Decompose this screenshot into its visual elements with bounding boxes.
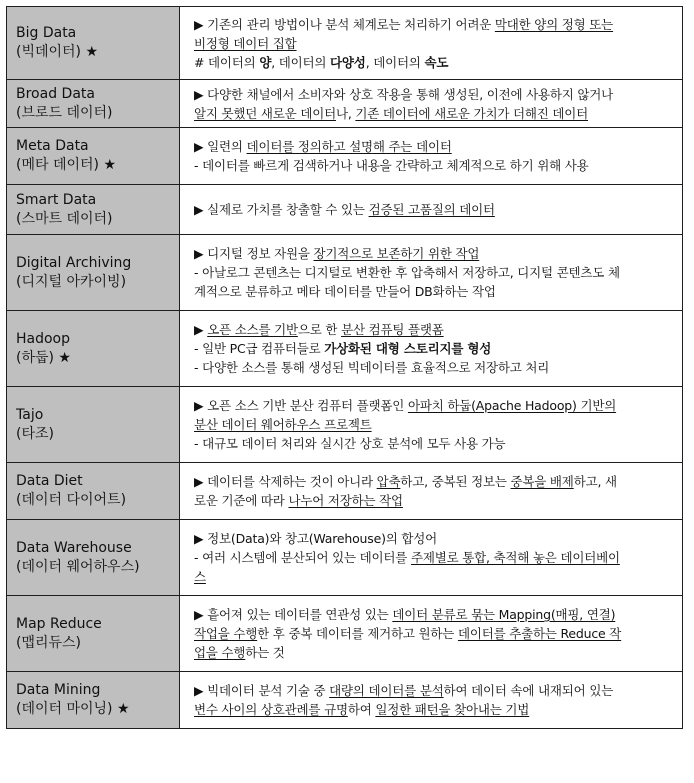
underlined-text: 막대한 양의 정형 또는 bbox=[494, 16, 614, 32]
definition-line bbox=[194, 624, 676, 643]
definition-line bbox=[194, 396, 676, 415]
text-segment: , 데이터의 bbox=[271, 54, 331, 70]
bold-text: 양 bbox=[259, 54, 272, 70]
underlined-text: 아파치 하둡(Apache Hadoop) 기반의 bbox=[407, 398, 617, 413]
term-name-en: Map Reduce bbox=[16, 615, 102, 632]
table-row bbox=[7, 672, 683, 729]
term-name-en: Data Mining bbox=[16, 682, 101, 698]
term-name-en: Digital Archiving bbox=[16, 254, 132, 271]
term-name-en: Meta Data bbox=[16, 138, 89, 154]
text-segment: ▶ 흩어져 있는 데이터를 연관성 있는 bbox=[194, 607, 393, 622]
definition-line bbox=[194, 34, 676, 53]
text-segment: 으로 한 bbox=[297, 322, 342, 337]
definition-cell bbox=[180, 235, 683, 311]
underlined-text: 대량의 데이터를 분석 bbox=[329, 683, 444, 698]
text-segment: 하고, 새 bbox=[573, 474, 617, 489]
term-cell bbox=[7, 128, 180, 185]
term-name-ko: (데이터 마이닝) ★ bbox=[16, 701, 130, 717]
underlined-text: 데이터를 추출하는 Reduce 작 bbox=[457, 626, 622, 641]
underlined-text: 변수 사이의 상호관례를 규명 bbox=[194, 702, 348, 717]
text-segment: - 대규모 데이터 처리와 실시간 상호 분석에 모두 사용 가능 bbox=[194, 436, 506, 451]
underlined-text: 중복을 배제 bbox=[510, 474, 574, 489]
text-segment: ▶ 일련의 bbox=[194, 139, 247, 154]
table-row bbox=[7, 235, 683, 311]
term-cell bbox=[7, 672, 180, 729]
term-cell bbox=[7, 387, 180, 463]
term-name-ko: (메타 데이터) ★ bbox=[16, 157, 116, 173]
definition-line bbox=[194, 567, 676, 586]
underlined-text: 알지 못했던 새로운 데이터 bbox=[194, 105, 336, 121]
underlined-text: 데이터를 정의하고 설명해 주는 데이터 bbox=[246, 139, 452, 154]
text-segment: 하여 bbox=[347, 702, 376, 717]
definition-line bbox=[194, 548, 676, 567]
term-name-ko: (디지털 아카이빙) bbox=[16, 273, 127, 290]
bold-text: 속도 bbox=[424, 54, 449, 70]
text-segment: - 데이터를 빠르게 검색하거나 내용을 간략하고 체계적으로 하기 위해 사용 bbox=[194, 158, 589, 173]
term-name-ko: (맵리듀스) bbox=[16, 634, 82, 651]
table-body bbox=[7, 7, 683, 729]
term-name-ko: (빅데이터) ★ bbox=[16, 44, 99, 60]
underlined-text: 업을 수행 bbox=[194, 645, 246, 660]
definition-line bbox=[194, 263, 676, 282]
underlined-text: 작업을 수행 bbox=[194, 626, 258, 641]
definition-line bbox=[194, 104, 676, 123]
text-segment: 로운 기준에 따라 bbox=[194, 493, 289, 508]
term-cell bbox=[7, 311, 180, 387]
text-segment: 하는 것 bbox=[245, 645, 285, 660]
term-name-en: Hadoop bbox=[16, 330, 71, 347]
text-segment: ▶ 기존의 관리 방법이나 분석 체계로는 처리하기 어려운 bbox=[194, 16, 495, 32]
definition-line bbox=[194, 137, 676, 156]
underlined-text: 오픈 소스를 기반 bbox=[207, 322, 298, 337]
text-segment: 한 후 중복 데이터를 제거하고 원하는 bbox=[257, 626, 458, 641]
term-cell bbox=[7, 235, 180, 311]
term-name-en: Data Warehouse bbox=[16, 539, 132, 556]
text-segment: ▶ 다양한 채널에서 소비자와 상호 작용을 통해 생성된, 이전에 사용하지 않거나 bbox=[194, 86, 614, 102]
underlined-text: 기존 데이터에 새로운 가치가 더해진 데이터 bbox=[355, 105, 588, 121]
bold-text: 가상화된 대형 스토리지를 형성 bbox=[324, 341, 492, 356]
underlined-text: 압축 bbox=[376, 474, 401, 489]
term-cell bbox=[7, 80, 180, 128]
text-segment: ▶ bbox=[194, 322, 208, 337]
definition-cell bbox=[180, 80, 683, 128]
definition-cell bbox=[180, 387, 683, 463]
underlined-text: 스 bbox=[194, 569, 206, 584]
definition-line bbox=[194, 339, 676, 358]
term-name-ko: (브로드 데이터) bbox=[16, 104, 113, 121]
definition-line bbox=[194, 244, 676, 263]
text-segment: 하여 데이터 속에 내재되어 있는 bbox=[443, 683, 614, 698]
table-row bbox=[7, 7, 683, 80]
definition-line bbox=[194, 53, 676, 72]
definition-cell bbox=[180, 672, 683, 729]
definition-cell bbox=[180, 520, 683, 596]
text-segment: ▶ 실제로 가치를 창출할 수 있는 bbox=[194, 202, 369, 217]
definition-line bbox=[194, 643, 676, 662]
table-row bbox=[7, 128, 683, 185]
definition-line bbox=[194, 529, 676, 548]
definition-line bbox=[194, 85, 676, 104]
term-name-en: Smart Data bbox=[16, 191, 97, 208]
definition-cell bbox=[180, 596, 683, 672]
text-segment: ▶ 디지털 정보 자원을 bbox=[194, 246, 314, 261]
table-row bbox=[7, 311, 683, 387]
text-segment: 계적으로 분류하고 메타 데이터를 만들어 DB화하는 작업 bbox=[194, 284, 496, 299]
definition-line bbox=[194, 282, 676, 301]
definition-line bbox=[194, 156, 676, 175]
definition-line bbox=[194, 491, 676, 510]
definition-cell bbox=[180, 463, 683, 520]
underlined-text: 일정한 패턴을 찾아내는 기법 bbox=[375, 702, 530, 717]
text-segment: ▶ 오픈 소스 기반 분산 컴퓨터 플랫폼인 bbox=[194, 398, 408, 413]
definition-line bbox=[194, 358, 676, 377]
term-name-en: Tajo bbox=[16, 406, 44, 423]
underlined-text: 나누어 저장하는 작업 bbox=[288, 493, 403, 508]
text-segment: ▶ 정보(Data)와 창고(Warehouse)의 합성어 bbox=[194, 531, 438, 546]
text-segment: - 여러 시스템에 분산되어 있는 데이터를 bbox=[194, 550, 411, 565]
text-segment: - 다양한 소스를 통해 생성된 빅데이터를 효율적으로 저장하고 처리 bbox=[194, 360, 550, 375]
definition-line bbox=[194, 681, 676, 700]
text-segment: # 데이터의 bbox=[194, 54, 260, 70]
term-name-ko: (데이터 다이어트) bbox=[16, 492, 127, 508]
underlined-text: 검증된 고품질의 데이터 bbox=[368, 202, 495, 217]
term-cell bbox=[7, 185, 180, 235]
term-name-en: Data Diet bbox=[16, 473, 83, 489]
term-cell bbox=[7, 596, 180, 672]
underlined-text: 장기적으로 보존하기 위한 작업 bbox=[313, 246, 480, 261]
definition-line bbox=[194, 200, 676, 219]
term-name-en: Big Data bbox=[16, 25, 77, 41]
term-cell bbox=[7, 520, 180, 596]
definition-cell bbox=[180, 128, 683, 185]
text-segment: ▶ 데이터를 삭제하는 것이 아니라 bbox=[194, 474, 377, 489]
term-cell bbox=[7, 7, 180, 80]
underlined-text: 분산 컴퓨팅 플랫폼 bbox=[341, 322, 444, 337]
definition-line bbox=[194, 472, 676, 491]
definition-line bbox=[194, 605, 676, 624]
text-segment: - 아날로그 콘텐츠는 디지털로 변환한 후 압축해서 저장하고, 디지털 콘텐츠도 체 bbox=[194, 265, 620, 280]
term-name-ko: (스마트 데이터) bbox=[16, 210, 113, 227]
table-row bbox=[7, 387, 683, 463]
table-row bbox=[7, 596, 683, 672]
underlined-text: 분산 데이터 웨어하우스 프로젝트 bbox=[194, 417, 372, 432]
text-segment: , 데이터의 bbox=[365, 54, 425, 70]
term-cell bbox=[7, 463, 180, 520]
underlined-text: 주제별로 통합, 축적해 놓은 데이터베이 bbox=[410, 550, 620, 565]
definition-line bbox=[194, 15, 676, 34]
underlined-text: 데이터 분류로 묶는 Mapping(매핑, 연결) bbox=[392, 607, 616, 622]
definition-cell bbox=[180, 311, 683, 387]
table-row bbox=[7, 185, 683, 235]
table-row bbox=[7, 463, 683, 520]
definition-line bbox=[194, 415, 676, 434]
term-name-ko: (하둡) ★ bbox=[16, 349, 71, 366]
text-segment: - 일반 PC급 컴퓨터들로 bbox=[194, 341, 325, 356]
definition-line bbox=[194, 700, 676, 719]
text-segment: 하고, 중복된 정보는 bbox=[400, 474, 511, 489]
definition-cell bbox=[180, 185, 683, 235]
text-segment: ▶ 빅데이터 분석 기술 중 bbox=[194, 683, 330, 698]
term-name-en: Broad Data bbox=[16, 85, 95, 102]
definition-line bbox=[194, 320, 676, 339]
term-name-ko: (타조) bbox=[16, 425, 54, 442]
table-row bbox=[7, 80, 683, 128]
big-data-terms-table bbox=[6, 6, 683, 729]
definition-cell bbox=[180, 7, 683, 80]
table-row bbox=[7, 520, 683, 596]
bold-text: 다양성 bbox=[330, 54, 366, 70]
underlined-text: 비정형 데이터 집합 bbox=[194, 35, 297, 51]
definition-line bbox=[194, 434, 676, 453]
text-segment: 나, bbox=[335, 105, 356, 121]
term-name-ko: (데이터 웨어하우스) bbox=[16, 558, 140, 575]
